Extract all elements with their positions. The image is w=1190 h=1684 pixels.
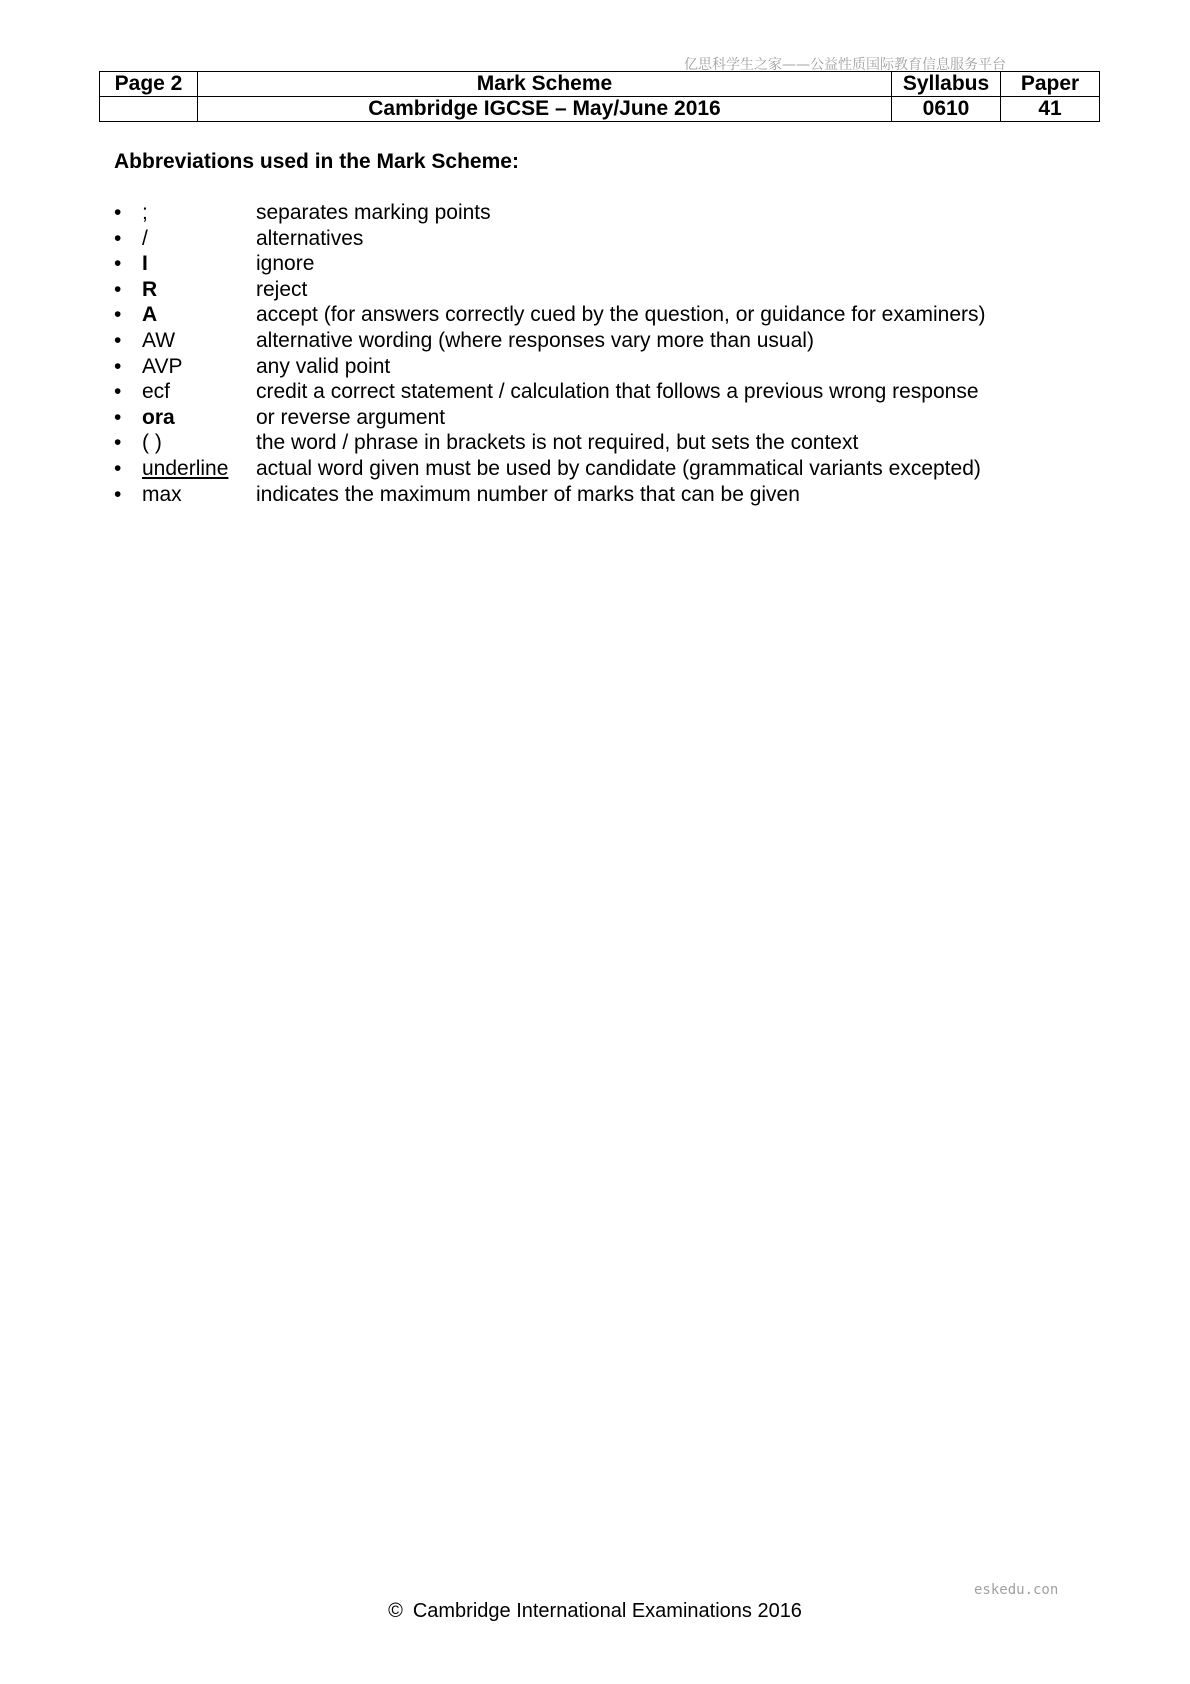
header-row-1 xyxy=(100,72,1100,97)
bullet: • xyxy=(114,456,122,480)
abbreviation: ; xyxy=(142,201,148,224)
footer xyxy=(0,1600,1190,1623)
abbreviation: A xyxy=(142,303,158,327)
paper-value: 41 xyxy=(1001,97,1100,122)
bullet: • xyxy=(114,303,122,327)
copyright-symbol: © xyxy=(388,1600,403,1622)
bullet: • xyxy=(114,482,122,506)
abbreviation: max xyxy=(142,482,182,506)
abbreviation-meaning: alternative wording (where responses vary more than usual) xyxy=(256,328,814,352)
bullet: • xyxy=(114,226,122,250)
watermark-top: 亿思科学生之家——公益性质国际教育信息服务平台 xyxy=(684,57,1006,73)
abbreviation-meaning: separates marking points xyxy=(256,201,491,224)
document-title: Mark Scheme xyxy=(198,72,892,97)
abbreviation-meaning: accept (for answers correctly cued by the question, or guidance for examiners) xyxy=(256,303,986,327)
abbreviation-meaning: any valid point xyxy=(256,354,391,378)
bullet: • xyxy=(114,431,122,455)
bullet: • xyxy=(114,380,122,404)
paper-label: Paper xyxy=(1001,72,1100,97)
empty-cell xyxy=(100,97,198,122)
bullet: • xyxy=(114,277,122,301)
abbreviation: AVP xyxy=(142,354,183,378)
abbreviation: AW xyxy=(142,328,176,352)
abbreviation-meaning: reject xyxy=(256,277,308,301)
syllabus-label: Syllabus xyxy=(892,72,1001,97)
bullet: • xyxy=(114,405,122,429)
header-row-2 xyxy=(100,97,1100,122)
abbreviation: R xyxy=(142,277,158,301)
abbreviation-meaning: actual word given must be used by candidate (grammatical variants excepted) xyxy=(256,456,981,480)
copyright-text: Cambridge International Examinations 2016 xyxy=(412,1600,802,1622)
abbreviation: ecf xyxy=(142,380,171,404)
abbreviation-meaning: or reverse argument xyxy=(256,405,446,429)
bullet: • xyxy=(114,201,122,224)
bullet: • xyxy=(114,252,122,276)
abbreviation-meaning: ignore xyxy=(256,252,315,276)
watermark-bottom: eskedu.con xyxy=(974,1582,1059,1598)
abbreviation: ( ) xyxy=(142,431,162,455)
abbreviation: I xyxy=(142,252,148,276)
abbreviation-meaning: credit a correct statement / calculation that follows a previous wrong response xyxy=(256,380,979,404)
bullet: • xyxy=(114,354,122,378)
bullet: • xyxy=(114,328,122,352)
section-heading: Abbreviations used in the Mark Scheme: xyxy=(114,150,519,173)
abbreviation-meaning: alternatives xyxy=(256,226,364,250)
abbreviation-meaning: the word / phrase in brackets is not required, but sets the context xyxy=(256,431,859,455)
page-number: Page 2 xyxy=(100,72,198,97)
syllabus-value: 0610 xyxy=(892,97,1001,122)
abbreviation: ora xyxy=(142,405,175,429)
abbreviation-meaning: indicates the maximum number of marks that can be given xyxy=(256,482,800,506)
document-subtitle: Cambridge IGCSE – May/June 2016 xyxy=(198,97,892,122)
abbreviation: underline xyxy=(142,456,229,480)
header-table xyxy=(99,71,1100,122)
abbreviation: / xyxy=(142,226,148,250)
